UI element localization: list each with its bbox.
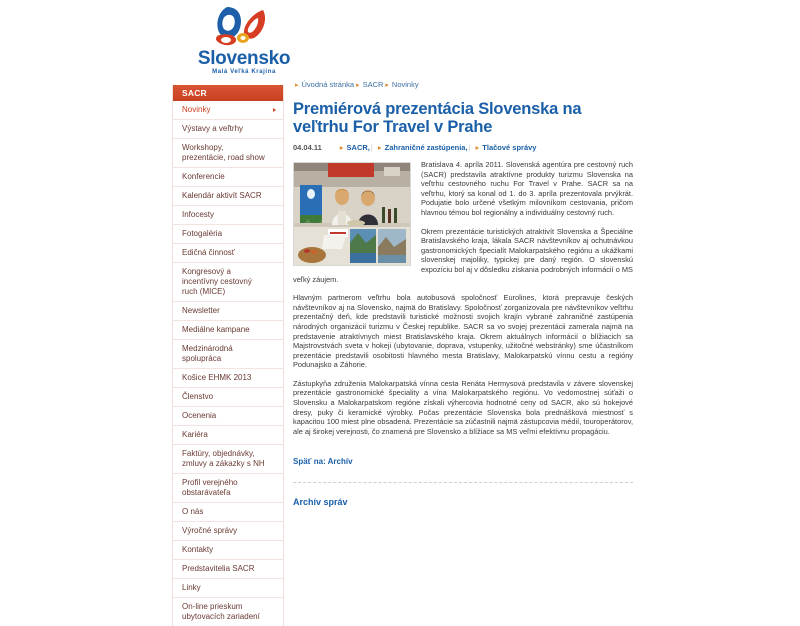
chevron-right-icon [273,108,276,112]
sidebar-item-predstavitelia-sacr[interactable] [173,560,283,579]
slovensko-petal-logo-icon [213,4,275,48]
article-date: 04.04.11 [293,143,322,152]
sidebar [172,85,284,626]
logo-tagline: Malá Veľká Krajina [212,69,276,75]
sidebar-item-label: Košice EHMK 2013 [182,373,252,382]
sidebar-item-label: Fotogaléria [182,229,223,238]
sidebar-item-v-ro-n-spr-vy[interactable] [173,522,283,541]
sidebar-item-infocesty[interactable] [173,206,283,225]
article-photo [293,162,411,266]
sidebar-item-label: Newsletter [182,306,220,315]
sidebar-item-on-line-prieskum-ubytovac-ch-zariaden[interactable] [173,598,283,626]
sidebar-item-lenstvo[interactable] [173,388,283,407]
sidebar-item-label: Členstvo [182,392,214,401]
sidebar-item-kontakty[interactable] [173,541,283,560]
breadcrumb-link[interactable]: Novinky [391,80,419,89]
breadcrumb [293,80,633,91]
article-tag[interactable]: Zahraničné zastúpenia, [384,143,468,152]
site-header [0,0,800,78]
sidebar-item-konferencie[interactable] [173,168,283,187]
sidebar-item-label: On-line prieskum ubytovacích zariadení [182,602,260,621]
article-meta [293,143,633,153]
article-paragraph: Hlavným partnerom veľtrhu bola autobusová spoločnosť Eurolines, ktorá prepravuje českých návštevníkov aj na Slovensko, najmä do Bratislavy. Spoločnosť zorganizovala pre návštevníkov veľtrhu prezentačný deň, kde predstavili turistické možnosti svojich krajín vybrané zahraničné zastúpenia národných organizácií turizmu v Českej republike. SACR sa vo svojej prezentácii zamerala najmä na predstavenie atraktívnych miest Bratislavského kraja. Okrem aktuálnych informácií o blížiacich sa Majstrovstvách sveta v hokeji (ubytovanie, doprava, vstupenky, užitočné webstránky) sme účastníkom prezentácie predstavili osobitosti hlavného mesta Bratislavy, Malokarpatskú vínnu cestu a regióny Podunajsko a Záhorie. [293,293,633,370]
main-content [293,80,633,507]
sidebar-item-edi-n-innos[interactable] [173,244,283,263]
back-to-archive-link[interactable]: Späť na: Archív [293,457,353,467]
sidebar-item-label: Faktúry, objednávky, zmluvy a zákazky s NH [182,449,265,468]
sidebar-item-label: Edičná činnosť [182,248,235,257]
sidebar-item-label: O nás [182,507,204,516]
breadcrumb-separator-icon: ▸ [385,82,389,89]
sidebar-nav [173,101,283,626]
sidebar-item-o-n-s[interactable] [173,503,283,522]
sidebar-item-linky[interactable] [173,579,283,598]
sidebar-item-v-stavy-a-ve-trhy[interactable] [173,120,283,139]
sidebar-item-label: Konferencie [182,172,225,181]
sidebar-item-label: Medzinárodná spolupráca [182,344,233,363]
page-title: Premiérová prezentácia Slovenska na veľtrhu For Travel v Prahe [293,100,582,136]
sidebar-item-label: Výstavy a veľtrhy [182,124,244,133]
sidebar-item-workshopy-prezent-cie-road-show[interactable] [173,139,283,168]
breadcrumb-separator-icon: ▸ [356,82,360,89]
sidebar-item-newsletter[interactable] [173,302,283,321]
article-paragraph: Zástupkyňa združenia Malokarpatská vínna cesta Renáta Hermysová predstavila v závere slovenskej prezentácie gastronomické špeciality a vína Malokarpatského regiónu. Vo vedomostnej súťaži o Slovensku a Malokarpatskom regióne získali výhercovia hodnotné ceny od SACR, ako sú hokejové dresy, puky či keramické výrobky. Počas prezentácie Slovenska bola prednášková miestnosť s kapacitou 100 miest plne obsadená. Prezentácie sa zúčastnili najmä zástupcovia médií, touroperátorov, ale aj širokej verejnosti, čo znamená pre Slovensko a blížiace sa MS veľmi efektívnu propagáciu. [293,378,633,436]
sidebar-item-fotogal-ria[interactable] [173,225,283,244]
sidebar-item-novinky[interactable] [173,101,283,120]
sidebar-item-label: Kontakty [182,545,214,554]
article-paragraph: Okrem prezentácie turistických atraktivít Slovenska a Špeciálne Bratislavského kraja, lákala SACR návštevníkov aj ochutnávkou gastronomických špecialít Malokarpatského regiónu a ukážkami slovenskej majoliky, typickej pre daný región. O slovenskú expozíciu bol aj v dôsledku získania podrobných informácií o MS veľký záujem. [293,226,633,284]
sidebar-item-label: Výročné správy [182,526,238,535]
sidebar-item-ko-ice-ehmk-2013[interactable] [173,369,283,388]
sidebar-item-label: Linky [182,583,201,592]
meta-pipe: | [370,143,373,152]
tag-bullet-icon: ▸ [475,143,480,152]
breadcrumb-link[interactable]: Úvodná stránka [301,80,355,89]
sidebar-item-ocenenia[interactable] [173,407,283,426]
logo-wordmark: Slovensko [197,48,291,69]
tag-bullet-icon: ▸ [377,143,382,152]
sidebar-item-label: Kongresový a incentívny cestovný ruch (MICE) [182,267,252,296]
sidebar-item-label: Kalendár aktivít SACR [182,191,262,200]
breadcrumb-link[interactable]: SACR [362,80,384,89]
sidebar-item-label: Kariéra [182,430,208,439]
sidebar-item-label: Predstavitelia SACR [182,564,255,573]
sidebar-item-label: Novinky [182,105,211,114]
sidebar-item-label: Ocenenia [182,411,217,420]
site-logo[interactable] [196,4,292,75]
archive-heading: Archív správ [293,497,348,508]
sidebar-item-label: Mediálne kampane [182,325,250,334]
section-divider [293,482,633,483]
breadcrumb-separator-icon: ▸ [295,82,299,89]
sidebar-item-label: Workshopy, prezentácie, road show [182,143,265,162]
sidebar-item-medzin-rodn-spolupr-ca[interactable] [173,340,283,369]
article-body [293,160,633,445]
article-tag[interactable]: Tlačové správy [482,143,537,152]
sidebar-item-kari-ra[interactable] [173,426,283,445]
sidebar-title: SACR [173,85,283,101]
article-paragraph: Bratislava 4. apríla 2011. Slovenská agentúra pre cestovný ruch (SACR) predstavila atraktívne produkty turizmu Slovenska na veľtrhu cestovného ruchu For Travel v Prahe. SACR sa na veľtrhu, ktorý sa konal od 1. do 3. apríla prezentovala prvýkrát. Podujatie bolo určené všetkým milovníkom cestovania, pričom hlavnou témou bol regionálny a individuálny cestovný ruch. [421,160,633,217]
tag-bullet-icon: ▸ [339,143,344,152]
sidebar-item-label: Infocesty [182,210,215,219]
sidebar-item-kongresov-a-incent-vny-cestovn-ruch-mice[interactable] [173,263,283,302]
article-tag[interactable]: SACR, [346,143,370,152]
sidebar-item-label: Profil verejného obstarávateľa [182,478,238,497]
meta-pipe: | [468,143,471,152]
sidebar-item-kalend-r-aktiv-t-sacr[interactable] [173,187,283,206]
sidebar-item-medi-lne-kampane[interactable] [173,321,283,340]
sidebar-item-fakt-ry-objedn-vky-zmluvy-a-z-kazky-s-nh[interactable] [173,445,283,474]
sidebar-item-profil-verejn-ho-obstar-vate-a[interactable] [173,474,283,503]
